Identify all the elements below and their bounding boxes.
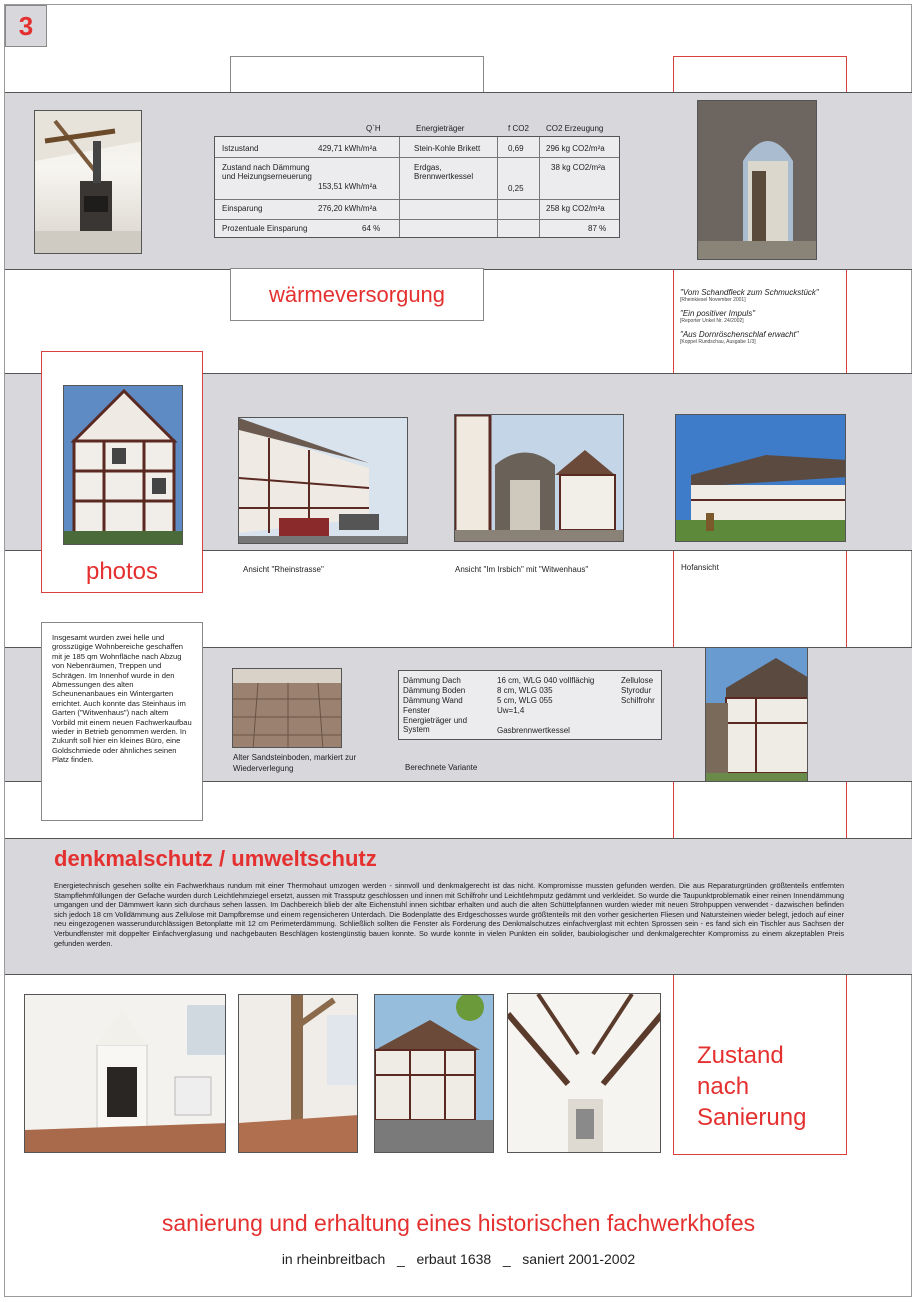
col-header-energietraeger: Energieträger [416, 124, 465, 133]
red-rule [673, 551, 674, 647]
heat-row-fco2: 0,25 [508, 184, 524, 193]
heat-row-label: Zustand nach Dämmung und Heizungserneuerung [222, 163, 312, 181]
fireplace-room-photo [24, 994, 226, 1153]
insulation-label: Energieträger und System [403, 716, 468, 734]
heat-title: wärmeversorgung [268, 281, 446, 307]
insulation-value: Gasbrennwertkessel [497, 726, 570, 735]
heat-row-qh: 276,20 kWh/m²a [318, 204, 377, 213]
red-rule [673, 975, 674, 1155]
heat-row-carrier: Erdgas, Brennwertkessel [414, 163, 474, 181]
page-number: 3 [18, 10, 34, 41]
heat-row-qh: 64 % [362, 224, 381, 233]
street-corner-photo [374, 994, 494, 1153]
heat-row-co2: 296 kg CO2/m²a [546, 144, 605, 153]
photo-caption-rheinstrasse: Ansicht "Rheinstrasse" [243, 565, 324, 574]
insulation-caption: Berechnete Variante [405, 763, 478, 772]
heat-row-qh: 429,71 kWh/m²a [318, 144, 377, 153]
press-quotes [680, 288, 840, 351]
press-source: [Koppel Rundschau, Ausgabe 1/3] [680, 339, 756, 345]
denkmal-text: Energietechnisch gesehen sollte ein Fachwerkhaus rundum mit einer Thermohaut umzogen werden - sinnvoll und denkmalgerecht ist das nicht. Kompromisse mussten gefunden werden. Die aus Reparaturgründen größtenteils entfernten Stampflehmfüllungen der Gefache wurden durch Leichtlehmziegel ersetzt, aussen mit Trassputz geschlossen und innen mit Schilfrohr und Leichtlehmputz gedämmt und verkleidet. So wurde die Taupunktproblematik einer reinen Innendämmung umgangen und der Dämmwert kann sich durchaus sehen lassen. Im Dachbereich blieb der alte Eichenstuhl innen sichtbar erhalten und auch die alten Schüttelpfannen wurden wieder mit neuen Strohpuppen verwendet - dazwischen befinden sich jedoch 18 cm Volldämmung aus Zellulose mit Dampfbremse und einem regensicheren Unterdach. Die Bodenplatte des Erdgeschosses wurde größtenteils mit den vorher gesicherten Fliesen und Natursteinen wieder belegt, jedoch auf einer neu eingezogenen wasserundurchlässigen Betonplatte mit 12 cm Perimeterdämmung. Schließlich sollten die Fenster als Forderung des Denkmalschutzes einfachverglast mit echten Sprossen sein - es fand sich ein Tischler aus Sachsen der Verbundfenster mit doppelter Einfachverglasung und nachgebauten Beschlägen kostengünstig bauen konnte. So wurde konnte in vielen Punkten ein solider, baubiologischer und denkmalgerechter Kompromiss zu einem akzeptablen Preis gefunden werden. [54, 881, 844, 948]
after-renovation-line: Sanierung [697, 1104, 807, 1131]
insulation-material: Schilfrohr [621, 696, 655, 705]
photo-caption-hofansicht: Hofansicht [681, 563, 719, 572]
insulation-label: Fenster [403, 706, 431, 715]
red-rule [673, 56, 847, 57]
photo-caption-im-irsbich: Ansicht "Im Irsbich" mit "Witwenhaus" [455, 565, 589, 574]
hofansicht-photo [675, 414, 846, 542]
press-quote: "Aus Dornröschenschlaf erwacht" [680, 330, 799, 339]
red-rule [846, 551, 847, 647]
insulation-table [398, 670, 662, 740]
press-source: [Reporter Unkel Nr. 24/2002] [680, 318, 744, 324]
after-renovation-title [697, 1040, 806, 1133]
sandstone-floor-photo [232, 668, 342, 748]
half-timbered-house-photo [63, 385, 183, 545]
red-rule [846, 975, 847, 1155]
rheinstrasse-photo [238, 417, 408, 544]
press-quote: "Ein positiver Impuls" [680, 309, 756, 318]
after-renovation-line: Zustand [697, 1042, 784, 1069]
heat-row-co2: 258 kg CO2/m²a [546, 204, 605, 213]
insulation-value: 5 cm, WLG 055 [497, 696, 553, 705]
after-renovation-line: nach [697, 1073, 750, 1100]
description-text: Insgesamt wurden zwei helle und grosszügige Wohnbereiche geschaffen mit je 185 qm Wohnfläche nach Abzug von Nebenräumen, Treppen und Schrägen. Im Innenhof wurde in den Abmessungen des alten Scheunenanbaues ein Wintergarten errichtet. Auch konnte das Steinhaus im Garten ("Witwenhaus") nach altem Vorbild mit einem neuen Fachwerkaufbau wieder in Betrieb genommen werden. In Zukunft soll hier ein kleines Büro, eine Goldschmiede oder ähnliches seinen Platz finden. [52, 633, 192, 765]
stone-arch-photo [697, 100, 817, 260]
im-irsbich-photo [454, 414, 624, 542]
heat-row-co2: 38 kg CO2/m²a [551, 163, 606, 172]
heat-row-fco2: 0,69 [508, 144, 524, 153]
press-quote: "Vom Schandfleck zum Schmuckstück" [680, 288, 819, 297]
heat-row-label: Prozentuale Einsparung [222, 224, 308, 233]
col-header-fco2: f CO2 [508, 124, 529, 133]
photos-title-box [41, 351, 203, 593]
insulation-label: Dämmung Dach [403, 676, 461, 685]
red-rule [673, 781, 674, 838]
col-header-co2: CO2 Erzeugung [546, 124, 604, 133]
heat-row-label: Einsparung [222, 204, 263, 213]
red-rule [673, 1154, 847, 1155]
photos-title: photos [85, 558, 159, 585]
insulation-material: Zellulose [621, 676, 654, 685]
red-rule [846, 781, 847, 838]
title-frame-top [230, 56, 484, 94]
attic-room-photo [507, 993, 661, 1153]
heat-row-qh: 153,51 kWh/m²a [318, 182, 377, 191]
insulation-label: Dämmung Boden [403, 686, 466, 695]
heat-table [214, 120, 622, 240]
heat-row-carrier: Stein-Kohle Brikett [414, 144, 481, 153]
description-box [41, 622, 203, 821]
timber-post-photo [238, 994, 358, 1153]
page-number-box [5, 5, 47, 47]
floor-photo-caption: Alter Sandsteinboden, markiert zur Wiederverlegung [233, 753, 357, 773]
press-source: [Rheinkiesel November 2001] [680, 297, 746, 303]
insulation-value: 8 cm, WLG 035 [497, 686, 553, 695]
heat-row-co2: 87 % [588, 224, 607, 233]
heat-title-box [230, 268, 484, 321]
denkmal-title: denkmalschutz / umweltschutz [54, 846, 377, 871]
insulation-value: 16 cm, WLG 040 vollflächig [497, 676, 595, 685]
insulation-label: Dämmung Wand [403, 696, 463, 705]
col-header-qh: Q`H [366, 124, 381, 133]
heat-row-label: Istzustand [222, 144, 259, 153]
insulation-value: Uw=1,4 [497, 706, 525, 715]
insulation-material: Styrodur [621, 686, 652, 695]
courtyard-photo [705, 647, 808, 782]
stove-interior-photo [34, 110, 142, 254]
footer-title: sanierung und erhaltung eines historischen fachwerkhofes [161, 1210, 756, 1236]
footer-subtitle: in rheinbreitbach _ erbaut 1638 _ saniert 2001-2002 [281, 1251, 636, 1267]
